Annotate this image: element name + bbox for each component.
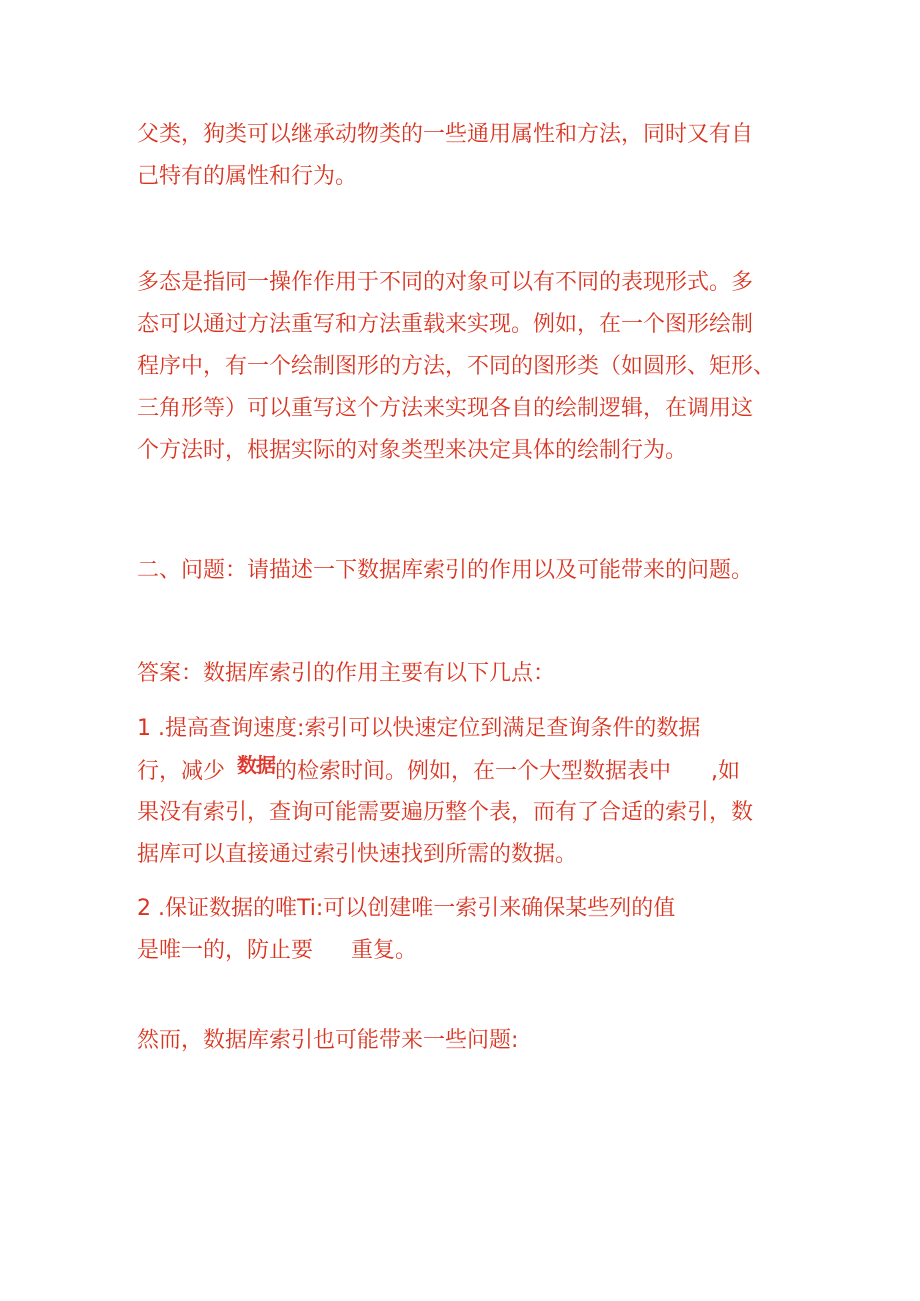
text-line: 己特有的属性和行为。 xyxy=(137,164,358,189)
paragraph-polymorphism xyxy=(137,262,797,472)
text-line: 据库可以直接通过索引快速找到所需的数据。 xyxy=(137,842,578,867)
text-line: 答案：数据库索引的作用主要有以下几点： xyxy=(137,661,556,686)
text-line: 果没有索引，查询可能需要遍历整个表，而有了合适的索引，数 xyxy=(137,800,754,825)
text-line: 1 .提高查询速度:索引可以快速定位到满足查询条件的数据 xyxy=(137,716,701,741)
answer-point-1 xyxy=(137,708,797,876)
text-segment: 行，减少 xyxy=(137,759,226,784)
text-line: 个方法时，根据实际的对象类型来决定具体的绘制行为。 xyxy=(137,438,688,463)
text-segment: 重复。 xyxy=(351,938,418,963)
paragraph-inheritance xyxy=(137,114,797,198)
paragraph-however xyxy=(137,1020,797,1062)
text-line xyxy=(137,930,797,972)
text-segment: ,如 xyxy=(711,759,741,784)
text-line: 三角形等）可以重写这个方法来实现各自的绘制逻辑，在调用这 xyxy=(137,396,754,421)
text-segment: 是唯一的，防止要 xyxy=(137,938,314,963)
text-line: 然而，数据库索引也可能带来一些问题: xyxy=(137,1028,519,1053)
text-line: 态可以通过方法重写和方法重载来实现。例如，在一个图形绘制 xyxy=(137,312,754,337)
text-line: 父类，狗类可以继承动物类的一些通用属性和方法，同时又有自 xyxy=(137,122,754,147)
data-stamp-image: 数据 xyxy=(237,753,276,777)
text-line: 多态是指同一操作作用于不同的对象可以有不同的表现形式。多 xyxy=(137,270,754,295)
text-line: 程序中，有一个绘制图形的方法，不同的图形类（如圆形、矩形、 xyxy=(137,354,776,379)
answer-point-2 xyxy=(137,888,797,972)
text-line: 2 .保证数据的唯Ti:可以创建唯一索引来确保某些列的值 xyxy=(137,896,676,921)
question-heading xyxy=(137,550,797,592)
answer-intro xyxy=(137,653,797,695)
text-segment: 的检索时间。例如，在一个大型数据表中 xyxy=(275,759,672,784)
text-line: 二、问题：请描述一下数据库索引的作用以及可能带来的问题。 xyxy=(137,558,754,583)
text-line xyxy=(137,750,797,792)
